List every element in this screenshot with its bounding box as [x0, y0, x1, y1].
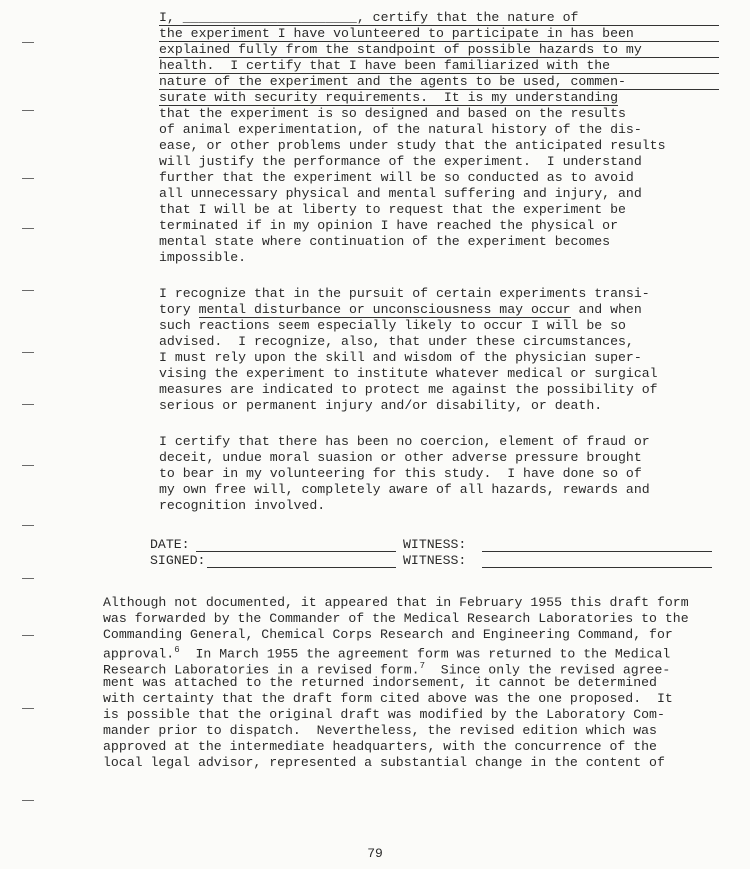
consent-line-underlined: surate with security requirements. It is my understanding: [159, 90, 618, 105]
consent-line: I, ______________________, certify that the nature of: [159, 10, 719, 26]
date-label: DATE:: [150, 537, 190, 552]
consent-line: I must rely upon the skill and wisdom of the physician super-: [159, 350, 642, 365]
consent-line: recognition involved.: [159, 498, 326, 513]
margin-tick: [22, 228, 34, 229]
margin-tick: [22, 800, 34, 801]
consent-line: advised. I recognize, also, that under these circumstances,: [159, 334, 634, 349]
margin-tick: [22, 110, 34, 111]
consent-line: serious or permanent injury and/or disability, or death.: [159, 398, 603, 413]
consent-line: all unnecessary physical and mental suffering and injury, and: [159, 186, 642, 201]
body-line: with certainty that the draft form cited above was the one proposed. It: [103, 691, 673, 706]
witness-rule: [482, 567, 712, 568]
body-line: is possible that the original draft was modified by the Laboratory Com-: [103, 707, 665, 722]
text-span: and when: [570, 302, 642, 317]
page-number: 79: [367, 846, 383, 861]
consent-line: deceit, undue moral suasion or other adverse pressure brought: [159, 450, 642, 465]
consent-line: will justify the performance of the experiment. I understand: [159, 154, 642, 169]
consent-line: I certify that there has been no coercion, element of fraud or: [159, 434, 650, 449]
margin-tick: [22, 42, 34, 43]
witness-rule: [482, 551, 712, 552]
consent-line: I recognize that in the pursuit of certain experiments transi-: [159, 286, 650, 301]
consent-line: such reactions seem especially likely to occur I will be so: [159, 318, 626, 333]
witness-label: WITNESS:: [403, 537, 467, 552]
consent-line: to bear in my volunteering for this study. I have done so of: [159, 466, 642, 481]
witness-label: WITNESS:: [403, 553, 467, 568]
margin-tick: [22, 578, 34, 579]
body-line: Although not documented, it appeared that in February 1955 this draft form: [103, 595, 689, 610]
consent-line: further that the experiment will be so conducted as to avoid: [159, 170, 634, 185]
consent-line: [159, 90, 719, 105]
consent-line: that the experiment is so designed and based on the results: [159, 106, 626, 121]
signed-label: SIGNED:: [150, 553, 206, 568]
body-line: approved at the intermediate headquarters, with the concurrence of the: [103, 739, 657, 754]
footnote-ref: 6: [174, 645, 180, 655]
margin-tick: [22, 290, 34, 291]
consent-line: that I will be at liberty to request that the experiment be: [159, 202, 626, 217]
footnote-ref: 7: [419, 661, 425, 671]
body-line: ment was attached to the returned indorsement, it cannot be determined: [103, 675, 657, 690]
consent-line: terminated if in my opinion I have reached the physical or: [159, 218, 618, 233]
consent-line: my own free will, completely aware of all hazards, rewards and: [159, 482, 650, 497]
margin-tick: [22, 525, 34, 526]
body-line: mander prior to dispatch. Nevertheless, the revised edition which was: [103, 723, 657, 738]
margin-tick: [22, 352, 34, 353]
date-rule: [196, 551, 396, 552]
consent-line: impossible.: [159, 250, 247, 265]
consent-line: explained fully from the standpoint of possible hazards to my: [159, 42, 719, 58]
text-span: tory: [159, 302, 199, 317]
margin-tick: [22, 178, 34, 179]
consent-line: the experiment I have volunteered to participate in has been: [159, 26, 719, 42]
margin-tick: [22, 465, 34, 466]
margin-tick: [22, 708, 34, 709]
margin-tick: [22, 404, 34, 405]
consent-line: measures are indicated to protect me against the possibility of: [159, 382, 658, 397]
body-line: Commanding General, Chemical Corps Research and Engineering Command, for: [103, 627, 673, 642]
consent-line: nature of the experiment and the agents to be used, commen-: [159, 74, 719, 90]
consent-line: [159, 302, 719, 317]
consent-line: ease, or other problems under study that the anticipated results: [159, 138, 666, 153]
text-span: approval.: [103, 646, 175, 662]
consent-line: health. I certify that I have been familiarized with the: [159, 58, 719, 74]
consent-line-underlined: mental disturbance or unconsciousness may occur: [198, 302, 571, 317]
margin-tick: [22, 635, 34, 636]
body-line: local legal advisor, represented a substantial change in the content of: [103, 755, 665, 770]
consent-line: mental state where continuation of the experiment becomes: [159, 234, 611, 249]
consent-line: of animal experimentation, of the natural history of the dis-: [159, 122, 642, 137]
text-span: Since only the revised agree-: [424, 662, 671, 678]
signed-rule: [207, 567, 396, 568]
text-span: In March 1955 the agreement form was returned to the Medical: [179, 646, 671, 662]
body-line: was forwarded by the Commander of the Medical Research Laboratories to the: [103, 611, 689, 626]
consent-line: vising the experiment to institute whatever medical or surgical: [159, 366, 658, 381]
text-span: Research Laboratories in a revised form.: [103, 662, 420, 678]
